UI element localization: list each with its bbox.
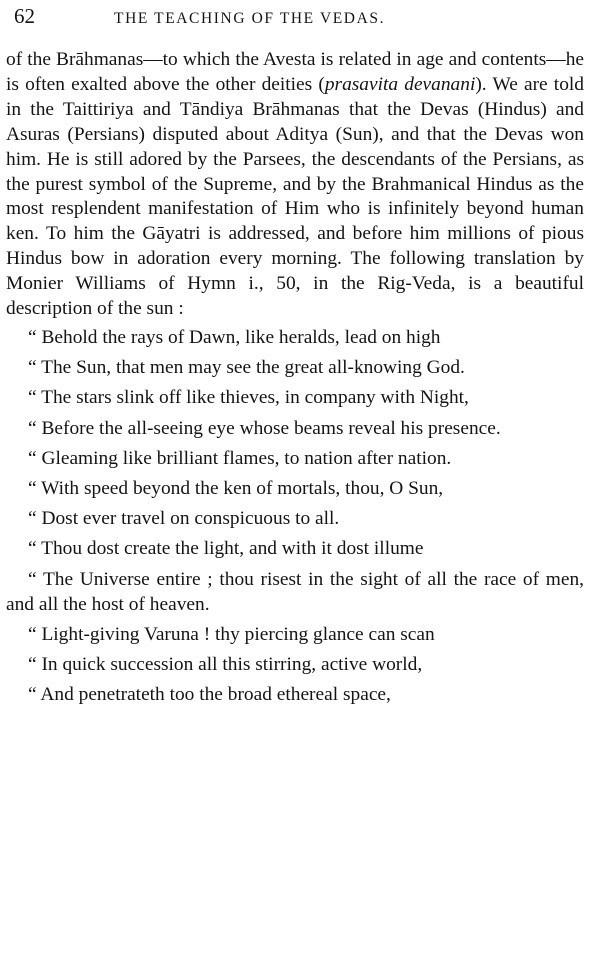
paragraph-italic-term: prasavita devanani [324, 73, 476, 95]
verse-line: “ Before the all-seeing eye whose beams reveal his presence. [28, 417, 501, 439]
verse-line: “ Light-giving Varuna ! thy piercing glance can scan [28, 623, 435, 645]
verse-line: “ With speed beyond the ken of mortals, thou, O Sun, [28, 477, 444, 499]
running-head: THE TEACHING OF THE VEDAS. [114, 10, 386, 27]
hymn-verse [6, 326, 584, 708]
verse-line: “ Behold the rays of Dawn, like heralds, lead on high [28, 326, 441, 348]
body-text [6, 48, 584, 708]
prose-paragraph [6, 48, 584, 322]
verse-line: “ The stars slink off like thieves, in company with Night, [28, 387, 469, 409]
verse-line: “ The Universe entire ; thou risest in the sight of all the race of men, and all the host of heaven. [6, 568, 584, 615]
page-number: 62 [14, 4, 35, 28]
paragraph-text-part2: ). We are told in the Taittiriya and Tāndiya Brāhmanas that the Devas (Hindus) and Asuras (Persians) disputed about Aditya (Sun), and that the Devas won him. He is still adored by the Parsees, the descendants of the Persians, as the purest symbol of the Supreme, and by the Brahmanical Hindus as the most resplendent manifestation of Him who is infinitely beyond human ken. To him the Gāyatri is addressed, and before him millions of pious Hindus bow in adoration every morning. The following translation by Monier Williams of Hymn i., 50, in the Rig-Veda, is a beautiful description of the sun : [6, 73, 584, 320]
verse-line: “ In quick succession all this stirring, active world, [28, 653, 423, 675]
verse-line: “ Gleaming like brilliant flames, to nation after nation. [28, 447, 452, 469]
verse-line: “ And penetrateth too the broad ethereal space, [28, 684, 391, 706]
paragraph-text-part1: of the Brāhmanas—to which the Avesta is related in age and contents—he is often exalted above the other deities ( [6, 49, 584, 95]
verse-line: “ The Sun, that men may see the great all-knowing God. [28, 357, 465, 379]
page-header [6, 0, 584, 36]
verse-line: “ Thou dost create the light, and with it dost illume [28, 538, 424, 560]
verse-line: “ Dost ever travel on conspicuous to all. [28, 508, 340, 530]
